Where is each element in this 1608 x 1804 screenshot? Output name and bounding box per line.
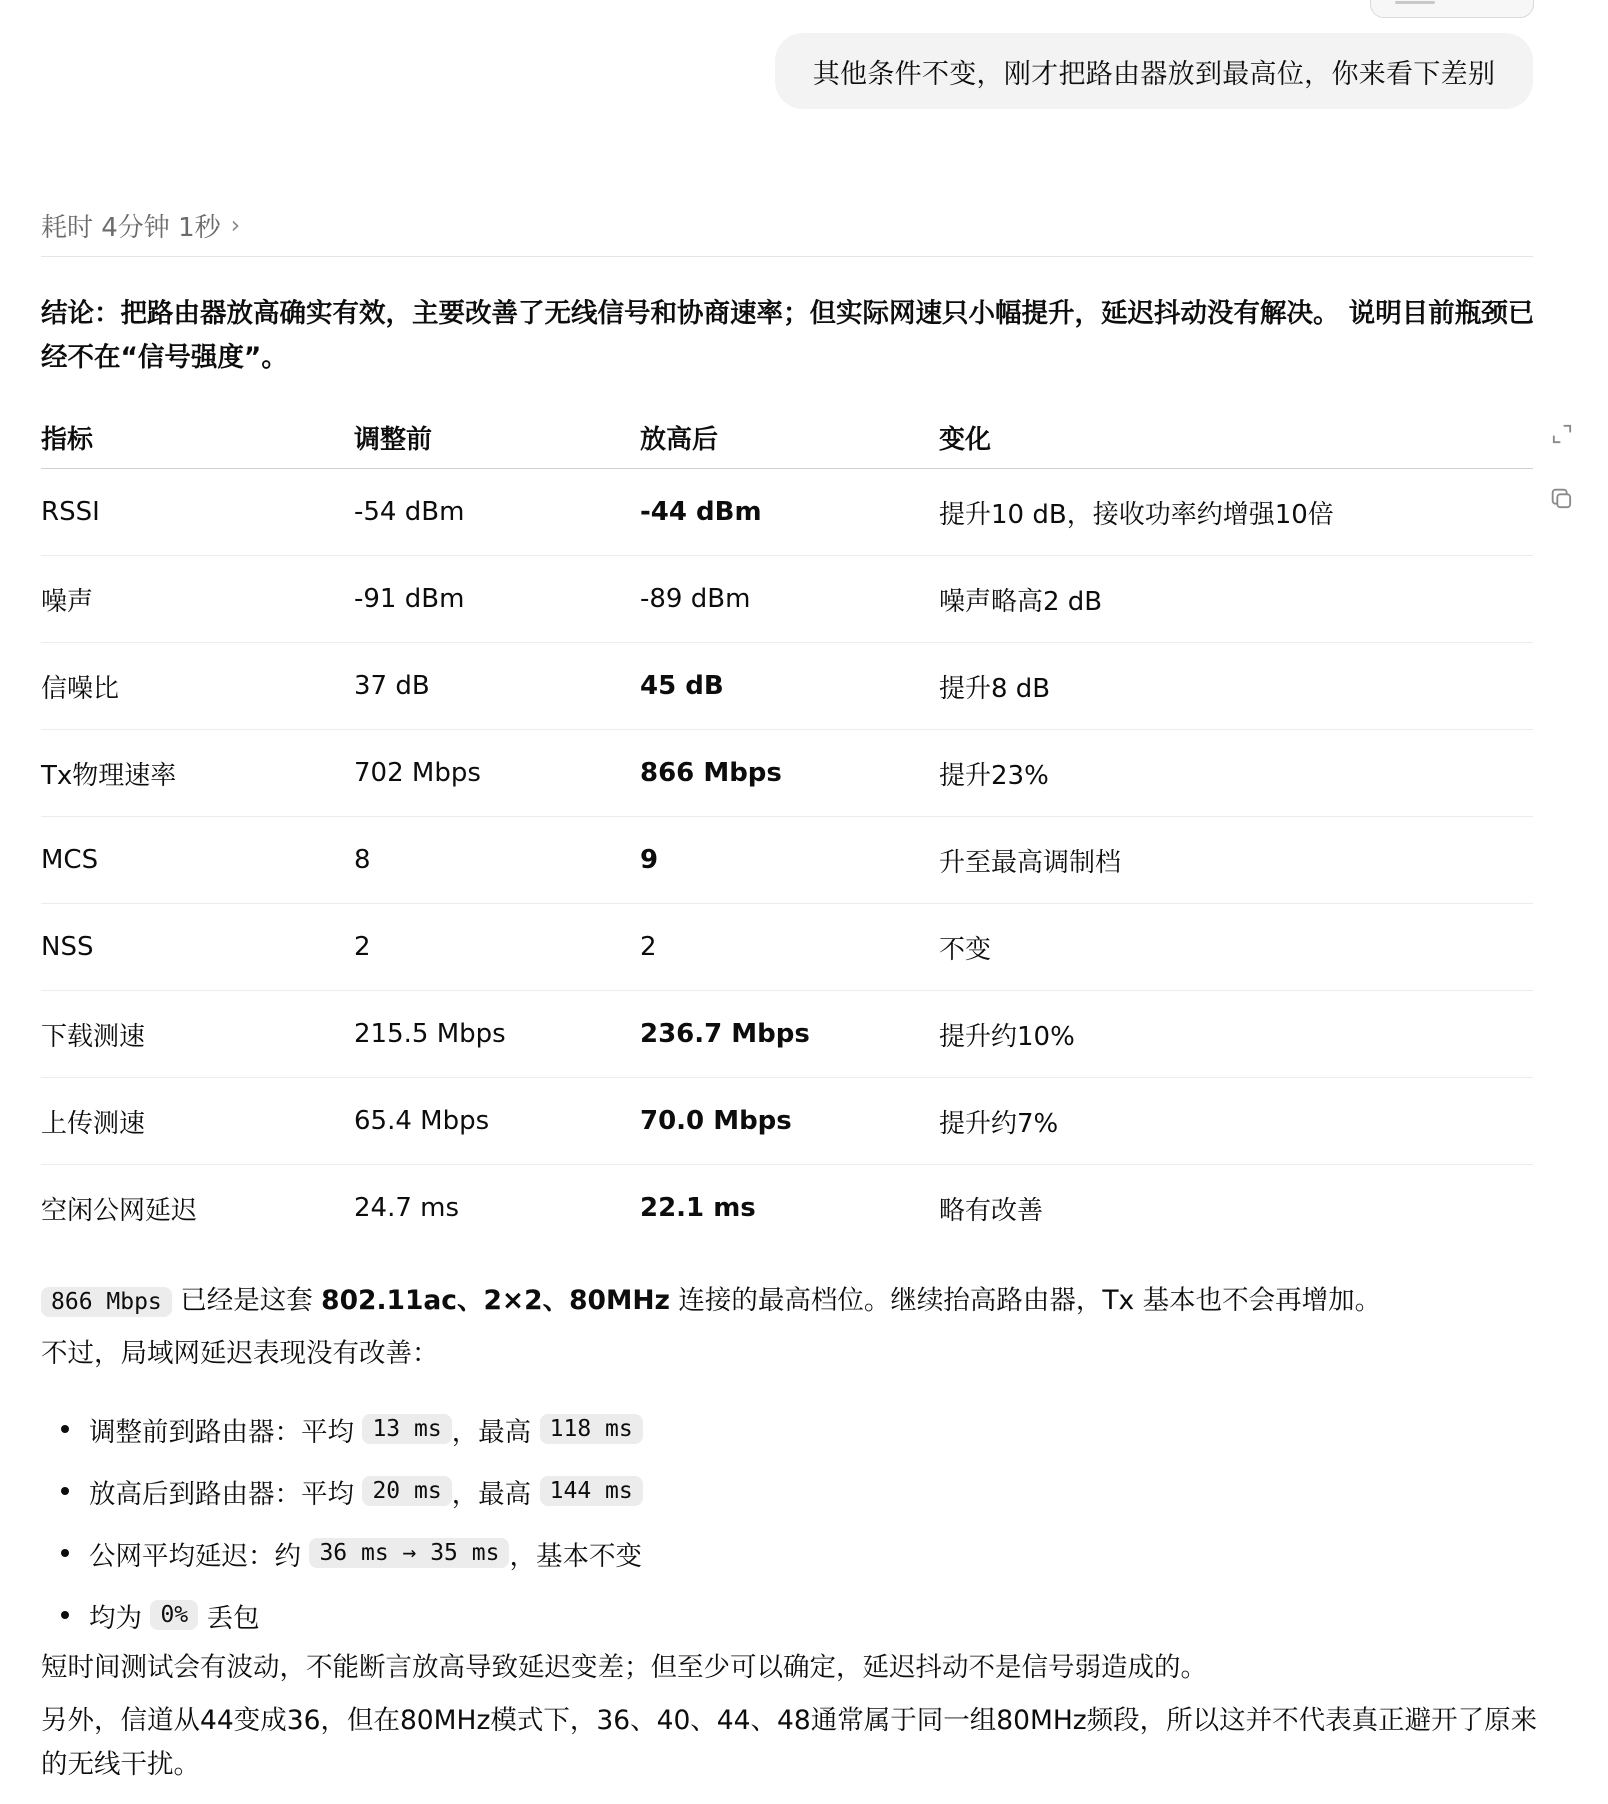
list-item-text: 调整前到路由器：平均 [89, 1416, 363, 1448]
attachment-text-line [1395, 1, 1435, 4]
cell-change: 提升23% [939, 760, 1049, 791]
table-header [41, 406, 1533, 469]
cell-metric: NSS [41, 932, 94, 962]
cell-before: -54 dBm [354, 497, 465, 527]
cell-before: 702 Mbps [354, 758, 481, 788]
user-message-text: 其他条件不变，刚才把路由器放到最高位，你来看下差别 [812, 58, 1496, 90]
cell-before: 37 dB [354, 671, 430, 701]
cell-metric: 噪声 [41, 586, 94, 617]
note-text: 已经是这套 [171, 1285, 322, 1316]
divider [41, 256, 1533, 257]
conclusion-text: 结论：把路由器放高确实有效，主要改善了无线信号和协商速率；但实际网速只小幅提升，延迟抖动没有解决。 说明目前瓶颈已经不在“信号强度”。 [41, 298, 1535, 373]
cell-change: 略有改善 [939, 1195, 1044, 1226]
cell-before: 65.4 Mbps [354, 1106, 490, 1136]
list-item-text: ，基本不变 [509, 1540, 642, 1572]
inline-code: 118 ms [540, 1414, 643, 1444]
table-row [41, 730, 1533, 817]
header-metric: 指标 [41, 424, 94, 455]
cell-after: 236.7 Mbps [640, 1019, 810, 1049]
cell-before: 2 [354, 932, 371, 962]
bullet-dot [61, 1425, 69, 1433]
user-message-bubble [775, 33, 1533, 109]
cell-after: 2 [640, 932, 657, 962]
cell-before: 8 [354, 845, 371, 875]
list-item-text: ，最高 [451, 1478, 540, 1510]
inline-code: 866 Mbps [41, 1287, 172, 1317]
cell-after: 22.1 ms [640, 1193, 756, 1223]
thought-duration-label: 耗时 4分钟 1秒 [41, 212, 221, 243]
header-after: 放高后 [640, 424, 719, 455]
cell-after: -89 dBm [640, 584, 751, 614]
cell-after: -44 dBm [640, 497, 762, 527]
cell-change: 升至最高调制档 [939, 847, 1122, 878]
inline-code: 0% [150, 1600, 198, 1630]
table-row [41, 1165, 1533, 1251]
list-item [41, 1584, 1441, 1646]
note-max-rate [41, 1279, 1541, 1324]
cell-metric: 空闲公网延迟 [41, 1195, 198, 1226]
cell-after: 9 [640, 845, 659, 875]
cell-metric: 下载测速 [41, 1021, 146, 1052]
list-item-text: 丢包 [198, 1602, 260, 1634]
note-bold: 802.11ac、2×2、80MHz [321, 1285, 670, 1316]
cell-change: 提升8 dB [939, 673, 1051, 704]
list-item [41, 1398, 1441, 1460]
cell-change: 提升10 dB，接收功率约增强10倍 [939, 499, 1334, 530]
chevron-right-icon: › [230, 211, 241, 239]
table-row [41, 469, 1533, 556]
table-row [41, 991, 1533, 1078]
cell-change: 噪声略高2 dB [939, 586, 1103, 617]
cell-metric: 上传测速 [41, 1108, 146, 1139]
list-item-text: 公网平均延迟：约 [89, 1540, 310, 1572]
header-before: 调整前 [354, 424, 433, 455]
table-row [41, 1078, 1533, 1165]
inline-code: 13 ms [362, 1414, 451, 1444]
cell-before: 215.5 Mbps [354, 1019, 506, 1049]
table-row [41, 643, 1533, 730]
cell-before: 24.7 ms [354, 1193, 460, 1223]
cell-metric: 信噪比 [41, 673, 120, 704]
latency-bullet-list [41, 1398, 1441, 1646]
bullet-dot [61, 1487, 69, 1495]
copy-icon[interactable] [1548, 485, 1576, 513]
list-item-text: 均为 [89, 1602, 151, 1634]
list-item-text: 放高后到路由器：平均 [89, 1478, 363, 1510]
header-change: 变化 [939, 424, 992, 455]
inline-code: 144 ms [540, 1476, 643, 1506]
note-text: 连接的最高档位。继续抬高路由器，Tx 基本也不会再增加。 [669, 1285, 1382, 1316]
table-row [41, 556, 1533, 643]
cell-change: 提升约10% [939, 1021, 1075, 1052]
list-item-text: ，最高 [451, 1416, 540, 1448]
table-row [41, 817, 1533, 904]
cell-change: 提升约7% [939, 1108, 1059, 1139]
bullet-dot [61, 1611, 69, 1619]
inline-code: 36 ms → 35 ms [309, 1538, 509, 1568]
attachment-chip[interactable] [1370, 0, 1534, 18]
cell-after: 45 dB [640, 671, 724, 701]
comparison-table [41, 406, 1533, 1251]
expand-icon[interactable] [1548, 420, 1576, 448]
cell-change: 不变 [939, 934, 992, 965]
table-row [41, 904, 1533, 991]
note-channel: 另外，信道从44变成36，但在80MHz模式下，36、40、44、48通常属于同一组80MHz频段，所以这并不代表真正避开了原来的无线干扰。 [41, 1705, 1538, 1780]
bullet-dot [61, 1549, 69, 1557]
inline-code: 20 ms [362, 1476, 451, 1506]
note-fluctuation: 短时间测试会有波动，不能断言放高导致延迟变差；但至少可以确定，延迟抖动不是信号弱造成的。 [41, 1652, 1207, 1683]
cell-before: -91 dBm [354, 584, 465, 614]
list-item [41, 1522, 1441, 1584]
thought-duration-toggle[interactable] [41, 205, 240, 245]
cell-after: 70.0 Mbps [640, 1106, 792, 1136]
note-lan-latency: 不过，局域网延迟表现没有改善： [41, 1338, 439, 1369]
cell-metric: Tx物理速率 [41, 760, 177, 791]
cell-after: 866 Mbps [640, 758, 782, 788]
cell-metric: RSSI [41, 497, 100, 527]
list-item [41, 1460, 1441, 1522]
cell-metric: MCS [41, 845, 99, 875]
